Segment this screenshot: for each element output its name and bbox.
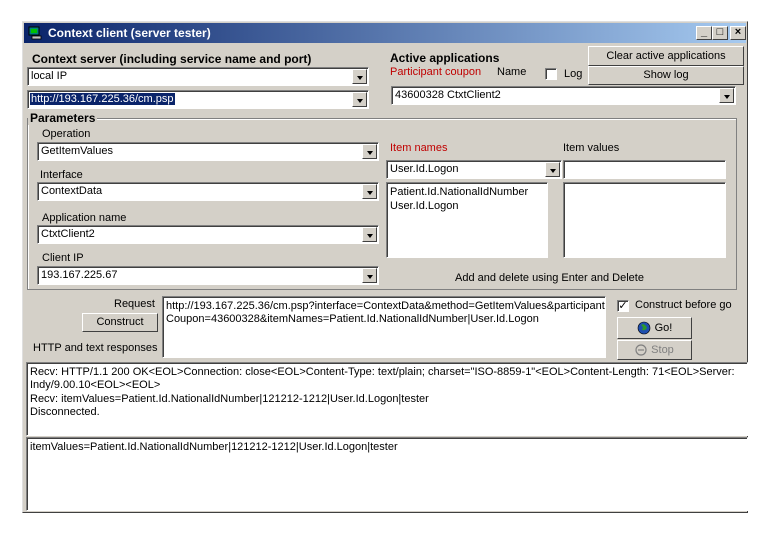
construct-before-go-checkbox[interactable] <box>617 300 629 312</box>
list-item[interactable]: User.Id.Logon <box>390 200 459 212</box>
maximize-icon: □ <box>716 26 724 38</box>
server-heading: Context server (including service name and port) <box>32 52 312 66</box>
item-name-combo-value: User.Id.Logon <box>390 163 459 175</box>
maximize-button[interactable] <box>712 26 728 40</box>
request-line-1: http://193.167.225.36/cm.psp?interface=ContextData&method=GetItemValues&participant <box>166 300 605 312</box>
interface-value: ContextData <box>41 185 103 197</box>
stop-button[interactable] <box>617 340 692 360</box>
construct-before-go-label: Construct before go <box>635 299 732 311</box>
response-line: itemValues=Patient.Id.NationalIdNumber|121212-1212|User.Id.Logon|tester <box>30 441 398 453</box>
title-bar[interactable] <box>24 23 746 43</box>
clear-active-apps-button[interactable]: Clear active applications <box>588 46 744 66</box>
appname-combo[interactable] <box>37 225 379 244</box>
participant-coupon-label: Participant coupon <box>390 66 482 78</box>
chevron-down-icon[interactable] <box>352 92 367 107</box>
chevron-down-icon[interactable] <box>362 144 377 159</box>
clientip-label: Client IP <box>42 252 84 264</box>
item-names-label: Item names <box>390 142 448 154</box>
clientip-combo[interactable] <box>37 266 379 285</box>
construct-button[interactable]: Construct <box>82 313 158 332</box>
stop-label: Stop <box>651 344 674 356</box>
minimize-button[interactable] <box>696 26 712 40</box>
window-title: Context client (server tester) <box>48 26 211 40</box>
response-line: Recv: HTTP/1.1 200 OK<EOL>Connection: close<EOL>Content-Type: text/plain; charset="ISO-8859-1"<EOL>Content-Length: 71<EOL>Server: <box>30 366 735 378</box>
parameters-heading: Parameters <box>30 111 96 125</box>
chevron-down-icon[interactable] <box>362 227 377 242</box>
operation-value: GetItemValues <box>41 145 113 157</box>
server-host-combo[interactable] <box>27 67 369 86</box>
show-log-button[interactable]: Show log <box>588 66 744 85</box>
interface-label: Interface <box>40 169 83 181</box>
http-response-text[interactable] <box>26 362 748 436</box>
item-value-input[interactable] <box>563 160 726 179</box>
item-values-list[interactable] <box>563 182 726 258</box>
chevron-down-icon[interactable] <box>719 88 734 103</box>
log-checkbox[interactable] <box>545 68 557 80</box>
interface-combo[interactable] <box>37 182 379 201</box>
response-line: Recv: itemValues=Patient.Id.NationalIdNumber|121212-1212|User.Id.Logon|tester <box>30 393 429 405</box>
checkmark-icon: ✓ <box>618 300 628 312</box>
response-line: Disconnected. <box>30 406 100 418</box>
text-response-text[interactable] <box>26 437 748 511</box>
server-url-value: http://193.167.225.36/cm.psp <box>31 93 174 105</box>
active-apps-heading: Active applications <box>390 51 500 65</box>
chevron-down-icon[interactable] <box>545 162 560 177</box>
stop-icon <box>635 344 647 356</box>
item-values-label: Item values <box>563 142 620 154</box>
active-app-value: 43600328 CtxtClient2 <box>395 89 501 101</box>
server-url-combo[interactable] <box>27 90 369 109</box>
name-label: Name <box>497 66 527 78</box>
chevron-down-icon[interactable] <box>352 69 367 84</box>
go-button[interactable] <box>617 317 692 339</box>
globe-icon <box>637 321 651 335</box>
log-label: Log <box>564 68 583 80</box>
close-icon: × <box>734 26 742 38</box>
close-button[interactable] <box>730 26 746 40</box>
operation-label: Operation <box>42 128 91 140</box>
app-icon <box>28 25 43 40</box>
responses-label: HTTP and text responses <box>33 342 158 354</box>
clientip-value: 193.167.225.67 <box>41 269 118 281</box>
minimize-icon: _ <box>700 26 708 38</box>
request-line-2: Coupon=43600328&itemNames=Patient.Id.NationalIdNumber|User.Id.Logon <box>166 313 539 325</box>
item-names-list[interactable] <box>386 182 548 258</box>
appname-value: CtxtClient2 <box>41 228 95 240</box>
list-item[interactable]: Patient.Id.NationalIdNumber <box>390 186 529 198</box>
chevron-down-icon[interactable] <box>362 268 377 283</box>
request-label: Request <box>114 298 155 310</box>
operation-combo[interactable] <box>37 142 379 161</box>
chevron-down-icon[interactable] <box>362 184 377 199</box>
request-text[interactable] <box>162 296 606 358</box>
appname-label: Application name <box>42 212 127 224</box>
server-host-value: local IP <box>31 70 68 82</box>
active-app-combo[interactable] <box>391 86 736 105</box>
go-label: Go! <box>654 322 673 334</box>
item-name-combo[interactable] <box>386 160 562 179</box>
response-line: Indy/9.00.10<EOL><EOL> <box>30 379 161 391</box>
add-delete-hint: Add and delete using Enter and Delete <box>455 272 644 284</box>
